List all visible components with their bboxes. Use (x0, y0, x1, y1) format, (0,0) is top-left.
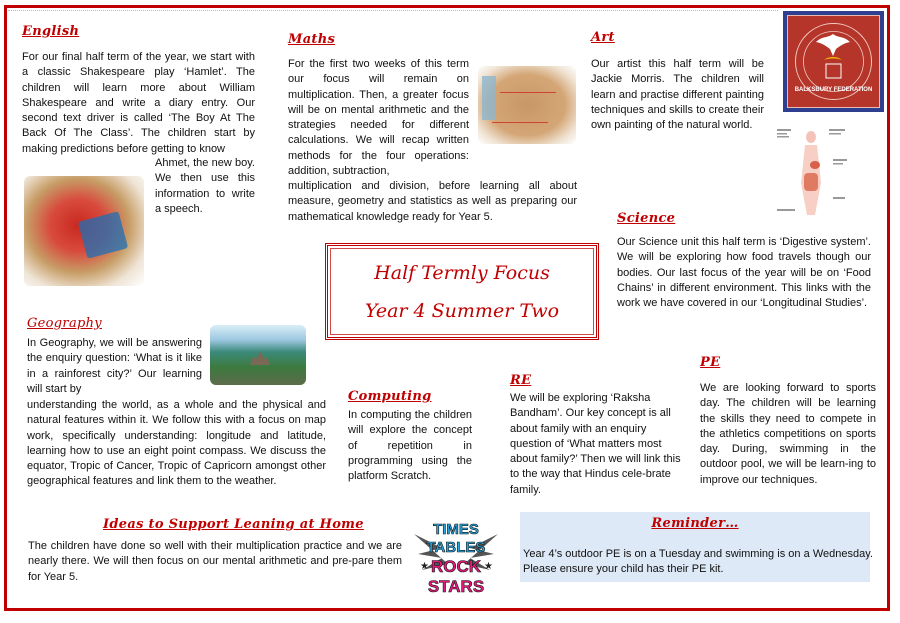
re-heading: RE (510, 373, 532, 388)
dotted-guide (8, 10, 778, 11)
home-heading: Ideas to Support Leaning at Home (103, 517, 364, 532)
book-shape (78, 211, 128, 259)
english-text-side: Ahmet, the new boy. We then use this information to write a speech. (155, 157, 255, 215)
home-text: The children have done so well with their multiplication practice and we are nearly there. We will then focus on our mental arithmetic and pre-pare them for Year 5. (28, 540, 402, 583)
times-tables-rock-stars-logo (408, 514, 504, 600)
star-icon: ★ (420, 561, 429, 572)
ttrs-line2: TABLES (426, 539, 486, 556)
re-text: We will be exploring ‘Raksha Bandham’. Our key concept is all about family with an enquiry question of ‘What matters most about family?’ Then we will link this to the way that Hindus cele-brate family. (510, 392, 681, 496)
temple-shape (250, 351, 270, 365)
english-heading: English (22, 24, 80, 39)
reminder-text: Year 4’s outdoor PE is on a Tuesday and swimming is on a Wednesday. Please ensure your child has their PE kit. (523, 548, 873, 576)
science-heading: Science (617, 211, 676, 226)
digestive-system-diagram (775, 123, 850, 218)
phoenix-crest-icon (788, 16, 879, 107)
maths-text: For the first two weeks of this term our focus will remain on multiplication. Then, a greater focus will be on mental arithmetic and the strategies needed for different calculations. We will recap written methods for the four operations: addition, subtraction, (288, 58, 469, 178)
computing-heading: Computing (348, 389, 432, 404)
child-writing-photo (24, 176, 144, 286)
english-text: For our final half term of the year, we start with a classic Shakespeare play ‘Hamlet’. The children will learn more about William Shakespeare and write a diary entry. Our second text driver is called ‘The Boy At The Back Of The Class’. The children start by making predictions before getting to know (22, 51, 255, 155)
title-box (325, 243, 599, 340)
computing-text: In computing the children will explore the concept of repetition in programming using the platform Scratch. (348, 409, 472, 483)
cloth-shape (482, 76, 496, 120)
logo-text: BALKSBURY FEDERATION (794, 87, 873, 93)
art-heading: Art (591, 30, 615, 45)
number-line-photo (478, 66, 576, 144)
science-text: Our Science unit this half term is ‘Digestive system’. We will be exploring how food travels though our bodies. Our last focus of the year will be on ‘Food Chains’ in different environment. This links with the work we have covered in our ‘Longitudinal Studies’. (617, 236, 871, 310)
geography-text-bottom: understanding the world, as a whole and the physical and natural features within it. We follow this with a focus on map work, specifically understanding: longitude and latitude, learning how to use an eight point compass. We discuss the equator, Tropic of Cancer, Tropic of Capricorn amongst other geographical features and link them to the weather. (27, 399, 326, 488)
maths-text-bottom: multiplication and division, before learning all about measure, geometry and statistics as well as preparing our mathematical knowledge ready for Year 5. (288, 180, 577, 223)
reminder-box (520, 512, 873, 582)
star-icon: ★ (484, 561, 493, 572)
geography-heading: Geography (27, 316, 102, 331)
geography-text: In Geography, we will be answering the enquiry question: ‘What is it like in a rainforest city?’ Our learning will start by (27, 337, 202, 395)
school-logo (783, 11, 884, 112)
page-title: Half Termly Focus (374, 261, 550, 284)
number-line (492, 122, 548, 123)
ttrs-line3: ROCK (430, 557, 482, 576)
ttrs-line4: STARS (427, 577, 485, 596)
ttrs-line1: TIMES (433, 521, 479, 538)
pe-text: We are looking forward to sports day. The children will be learning the skills they need to compete in the athletics competitions on sports day. During, swimming in the outdoor pool, we will be learn-ing to improve our techniques. (700, 382, 876, 486)
maths-heading: Maths (288, 32, 336, 47)
page-subtitle: Year 4 Summer Two (364, 299, 560, 322)
pe-heading: PE (700, 355, 721, 370)
reminder-heading: Reminder… (651, 516, 739, 531)
rainforest-temple-photo (210, 325, 306, 385)
art-text: Our artist this half term will be Jackie Morris. The children will learn and practise different painting techniques and skills to create their own painting of the natural world. (591, 58, 764, 132)
number-line (500, 92, 556, 93)
